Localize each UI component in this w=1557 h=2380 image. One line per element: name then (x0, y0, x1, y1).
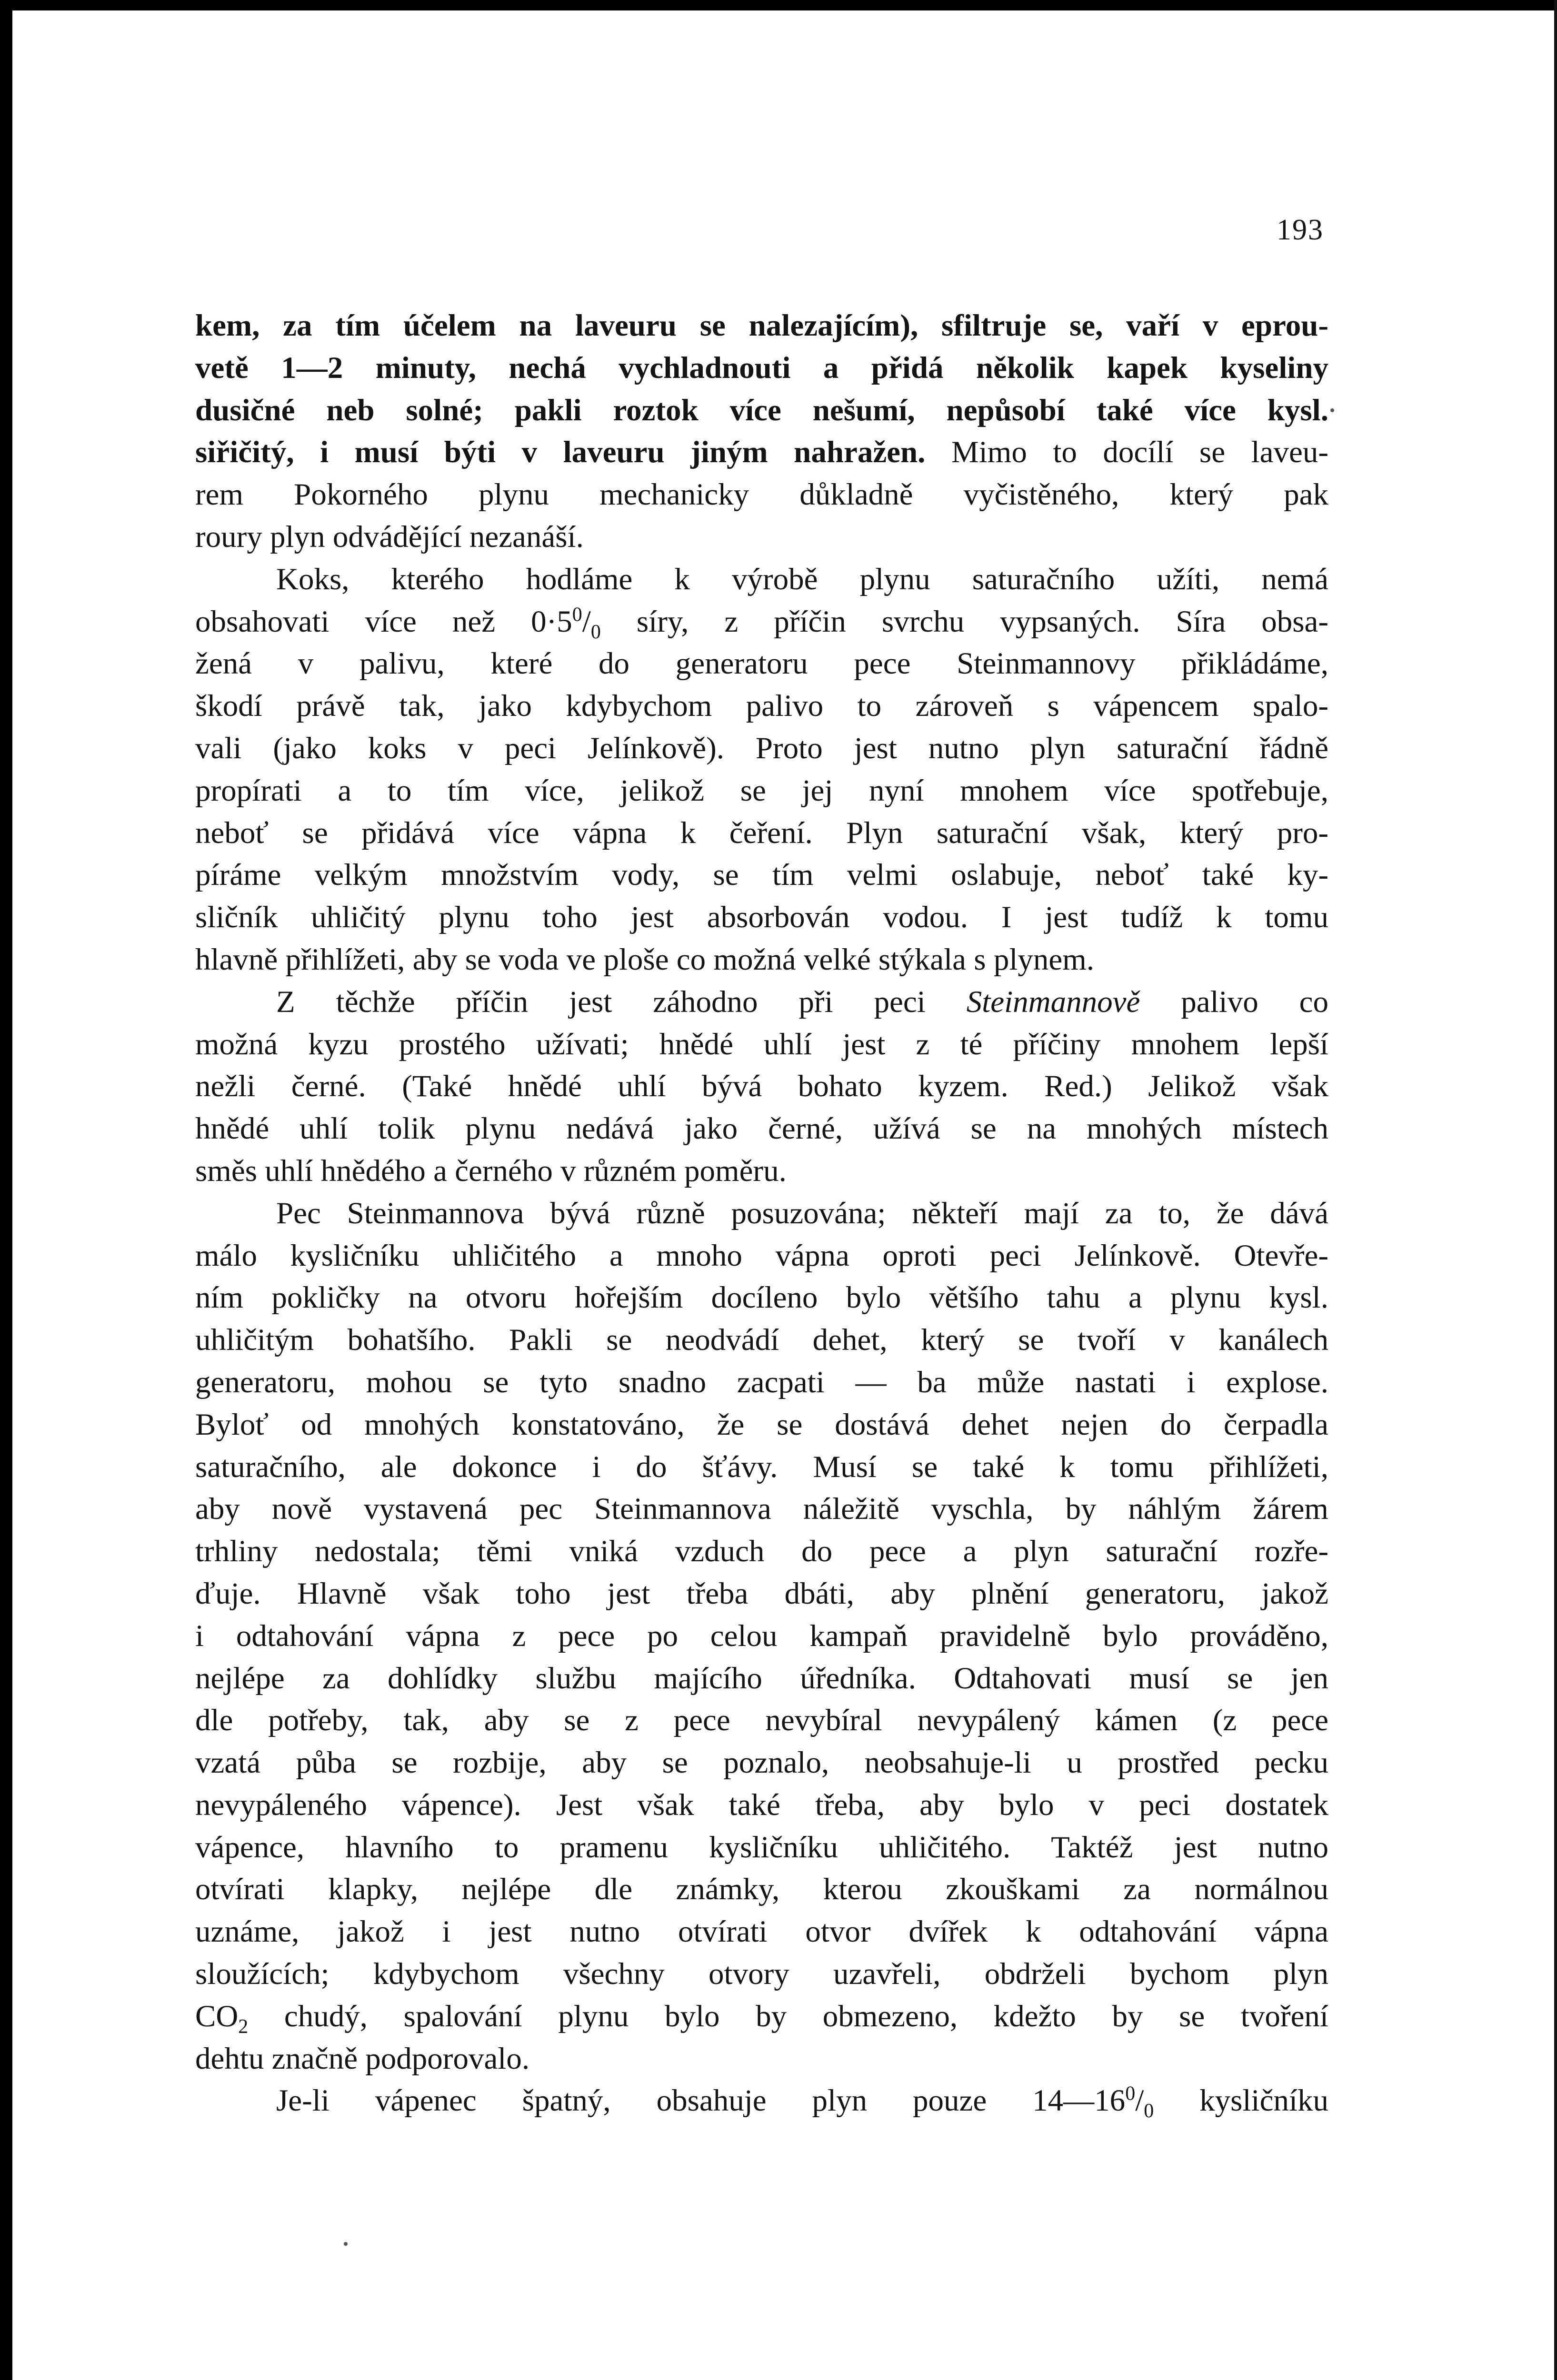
text-line: trhliny nedostala; těmi vniká vzduch do pece a plyn saturační rozře- (195, 1534, 1328, 1569)
text-line: žená v palivu, které do generatoru pece Steinmannovy přikládáme, (195, 646, 1328, 681)
scan-edge-left (0, 0, 12, 2380)
text-line: roury plyn odvádějící nezanáší. (195, 519, 584, 554)
text-line: sličník uhličitý plynu toho jest absorbován vodou. I jest tudíž k tomu (195, 900, 1328, 935)
scan-speck (344, 2242, 348, 2246)
scan-edge-right (1554, 0, 1557, 2380)
text-line: generatoru, mohou se tyto snadno zacpati — ba může nastati i explose. (195, 1365, 1328, 1399)
scan-edge-top (0, 0, 1557, 10)
text-line: kem, za tím účelem na laveuru se nalezajícím), sfiltruje se, vaří v eprou- (195, 308, 1328, 343)
text-line: obsahovati více než $0\cdot 5^0/_0$ síry, z příčin svrchu vypsaných. Síra obsa- (195, 603, 1328, 643)
text-line: otvírati klapky, nejlépe dle známky, kterou zkouškami za normálnou (195, 1872, 1328, 1907)
text-line: ďuje. Hlavně však toho jest třeba dbáti, aby plnění generatoru, jakož (195, 1576, 1328, 1611)
text-line: dle potřeby, tak, aby se z pece nevybíral nevypálený kámen (z pece (195, 1703, 1328, 1738)
text-line: neboť se přidává více vápna k čeření. Plyn saturační však, který pro- (195, 815, 1328, 850)
text-line: siřičitý, i musí býti v laveuru jiným nahražen. Mimo to docílí se laveu- (195, 435, 1328, 470)
text-line: možná kyzu prostého užívati; hnědé uhlí jest z té příčiny mnohem lepší (195, 1027, 1328, 1061)
text-line: hnědé uhlí tolik plynu nedává jako černé, užívá se na mnohých místech (195, 1111, 1328, 1146)
text-line: Koks, kterého hodláme k výrobě plynu saturačního užíti, nemá (276, 562, 1328, 596)
text-line: škodí právě tak, jako kdybychom palivo to zároveň s vápencem spalo- (195, 689, 1328, 724)
text-line: málo kysličníku uhličitého a mnoho vápna oproti peci Jelínkově. Otevře- (195, 1238, 1328, 1273)
text-line: Je-li vápenec špatný, obsahuje plyn pouze $14—16^0/_0$ kysličníku (276, 2082, 1329, 2122)
text-line: saturačního, ale dokonce i do šťávy. Musí se také k tomu přihlížeti, (195, 1449, 1328, 1484)
text-line: nežli černé. (Také hnědé uhlí bývá bohato kyzem. Red.) Jelikož však (195, 1069, 1328, 1104)
text-line: rem Pokorného plynu mechanicky důkladně vyčistěného, který pak (195, 477, 1328, 512)
text-line: uznáme, jakož i jest nutno otvírati otvor dvířek k odtahování vápna (195, 1914, 1328, 1949)
text-line: ním pokličky na otvoru hořejším docíleno bylo většího tahu a plynu kysl. (195, 1280, 1328, 1315)
text-line: i odtahování vápna z pece po celou kampaň pravidelně bylo prováděno, (195, 1618, 1328, 1653)
text-line: dusičné neb solné; pakli roztok více nešumí, nepůsobí také více kysl. (195, 393, 1328, 427)
text-line: směs uhlí hnědého a černého v různém poměru. (195, 1153, 787, 1188)
text-line: vali (jako koks v peci Jelínkově). Proto jest nutno plyn saturační řádně (195, 731, 1328, 765)
text-line: uhličitým bohatšího. Pakli se neodvádí dehet, který se tvoří v kanálech (195, 1323, 1328, 1358)
page-number: 193 (1277, 214, 1324, 246)
text-line: Byloť od mnohých konstatováno, že se dostává dehet nejen do čerpadla (195, 1407, 1328, 1442)
text-line: Z těchže příčin jest záhodno při peci Steinmannově palivo co (276, 984, 1328, 1019)
text-line: vápence, hlavního to pramenu kysličníku uhličitého. Taktéž jest nutno (195, 1830, 1328, 1864)
text-line: Pec Steinmannova bývá různě posuzována; někteří mají za to, že dává (276, 1196, 1328, 1230)
text-line: vzatá půba se rozbije, aby se poznalo, neobsahuje-li u prostřed pecku (195, 1745, 1328, 1780)
body-text (195, 305, 1328, 2122)
text-line: píráme velkým množstvím vody, se tím velmi oslabuje, neboť také ky- (195, 858, 1328, 892)
text-line: sloužících; kdybychom všechny otvory uzavřeli, obdrželi bychom plyn (195, 1957, 1328, 1992)
text-line: aby nově vystavená pec Steinmannova náležitě vyschla, by náhlým žárem (195, 1492, 1328, 1527)
text-line: nevypáleného vápence). Jest však také třeba, aby bylo v peci dostatek (195, 1787, 1328, 1822)
text-line: propírati a to tím více, jelikož se jej nyní mnohem více spotřebuje, (195, 773, 1328, 808)
text-line: nejlépe za dohlídky službu majícího úředníka. Odtahovati musí se jen (195, 1661, 1328, 1696)
text-line: vetě 1—2 minuty, nechá vychladnouti a přidá několik kapek kyseliny (195, 350, 1328, 385)
scan-speck (1330, 408, 1334, 412)
text-line: dehtu značně podporovalo. (195, 2041, 530, 2076)
text-line: hlavně přihlížeti, aby se voda ve ploše co možná velké stýkala s plynem. (195, 942, 1095, 977)
text-line: $CO_2$ chudý, spalování plynu bylo by obmezeno, kdežto by se tvoření (195, 1999, 1328, 2038)
